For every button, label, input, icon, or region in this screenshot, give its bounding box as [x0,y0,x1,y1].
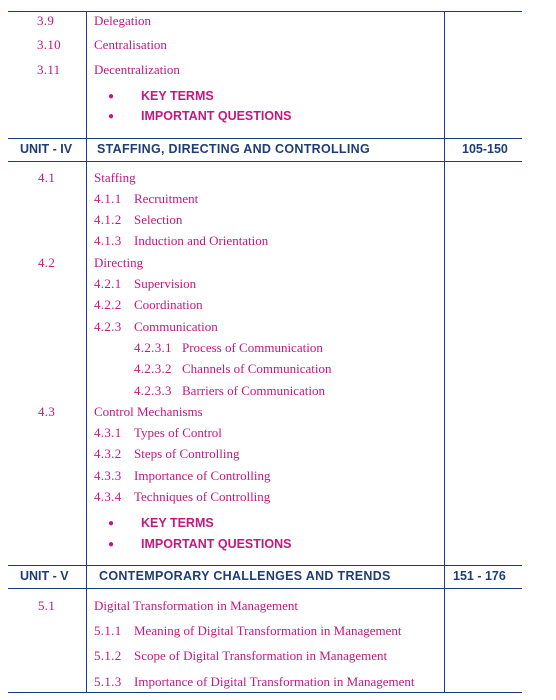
toc-number: 4.2 [38,255,56,270]
toc-number: 4.3.1 [94,425,122,440]
toc-entry-title[interactable]: Decentralization [94,62,180,77]
toc-number: 5.1 [38,598,56,613]
unit-title[interactable]: STAFFING, DIRECTING AND CONTROLLING [97,142,370,156]
unit-pages: 105-150 [462,142,508,156]
bullet-icon: ● [108,518,115,529]
toc-entry-title[interactable]: Importance of Digital Transformation in Management [134,674,415,689]
toc-number: 4.1.3 [94,233,122,248]
toc-entry-title[interactable]: Steps of Controlling [134,446,240,461]
toc-number: 4.2.2 [94,297,122,312]
toc-number: 4.1.1 [94,191,122,206]
toc-entry-title[interactable]: Supervision [134,276,197,291]
toc-entry-title[interactable]: Digital Transformation in Management [94,598,299,613]
toc-number: 4.3.3 [94,468,122,483]
toc-entry-title[interactable]: Selection [134,212,183,227]
toc-entry-title[interactable]: Staffing [94,170,136,185]
rule-col1 [86,11,87,693]
toc-number: 4.2.3.2 [134,361,172,376]
toc-number: 4.2.3.1 [134,340,172,355]
toc-entry-title[interactable]: Channels of Communication [182,361,332,376]
toc-entry-title[interactable]: Importance of Controlling [134,468,271,483]
toc-number: 3.11 [37,62,61,77]
toc-number: 4.1.2 [94,212,122,227]
toc-number: 4.2.1 [94,276,122,291]
toc-number: 5.1.2 [94,648,122,663]
bullet-icon: ● [108,91,115,102]
toc-entry-title[interactable]: Induction and Orientation [134,233,269,248]
toc-entry-title[interactable]: Delegation [94,13,152,28]
toc-number: 4.3 [38,404,56,419]
bullet-icon: ● [108,111,115,122]
toc-entry-title[interactable]: Directing [94,255,144,270]
toc-entry-title[interactable]: Process of Communication [182,340,323,355]
toc-number: 5.1.1 [94,623,122,638]
bullet-icon: ● [108,539,115,550]
toc-entry-title[interactable]: Recruitment [134,191,199,206]
unit-pages: 151 - 176 [453,569,506,583]
toc-number: 4.3.4 [94,489,122,504]
toc-entry-title[interactable]: Types of Control [134,425,222,440]
important-questions-label[interactable]: IMPORTANT QUESTIONS [141,537,292,551]
toc-entry-title[interactable]: Techniques of Controlling [134,489,271,504]
toc-entry-title[interactable]: Meaning of Digital Transformation in Management [134,623,402,638]
toc-number: 4.2.3 [94,319,122,334]
key-terms-label[interactable]: KEY TERMS [141,516,214,530]
toc-number: 3.10 [37,37,61,52]
toc-entry-title[interactable]: Scope of Digital Transformation in Management [134,648,388,663]
toc-number: 3.9 [37,13,55,28]
toc-number: 5.1.3 [94,674,122,689]
toc-number: 4.3.2 [94,446,122,461]
rule-col2 [444,11,445,693]
unit-label: UNIT - IV [20,142,73,156]
key-terms-label[interactable]: KEY TERMS [141,89,214,103]
toc-entry-title[interactable]: Control Mechanisms [94,404,203,419]
toc-number: 4.2.3.3 [134,383,172,398]
toc-number: 4.1 [38,170,56,185]
toc-entry-title[interactable]: Barriers of Communication [182,383,325,398]
unit-label: UNIT - V [20,569,69,583]
toc-entry-title[interactable]: Communication [134,319,218,334]
toc-entry-title[interactable]: Centralisation [94,37,167,52]
unit-title[interactable]: CONTEMPORARY CHALLENGES AND TRENDS [99,569,391,583]
important-questions-label[interactable]: IMPORTANT QUESTIONS [141,109,292,123]
toc-entry-title[interactable]: Coordination [134,297,203,312]
